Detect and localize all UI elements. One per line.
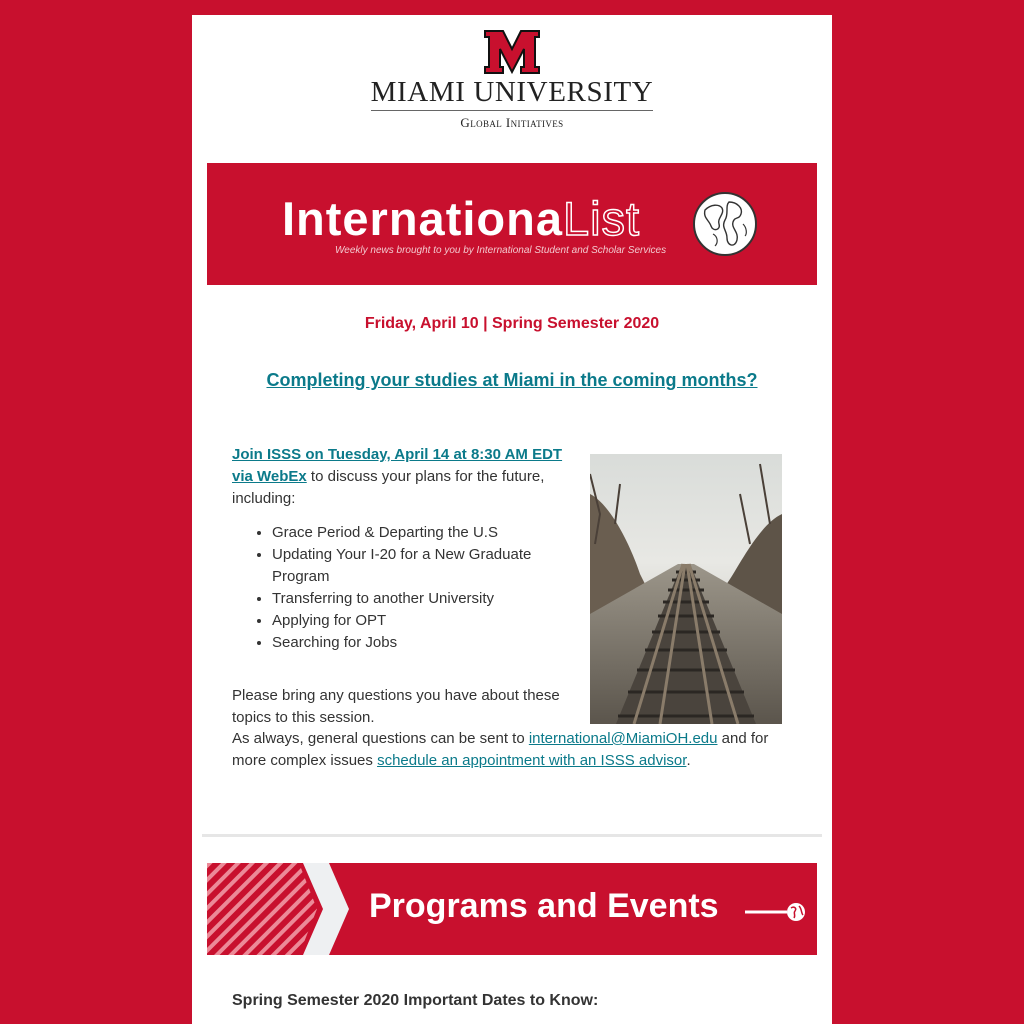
globe-pin-icon [745, 900, 809, 924]
closing-paragraph [232, 728, 792, 772]
article-headline [192, 370, 832, 391]
globe-icon [691, 190, 759, 258]
section-divider [202, 834, 822, 837]
issue-date: Friday, April 10 | Spring Semester 2020 [364, 315, 660, 332]
webex-session-link[interactable]: Join ISSS on Tuesday, April 14 at 8:30 AM EDT via WebEx [232, 446, 563, 485]
list-item: • Applying for OPT [272, 610, 584, 632]
closing-text-2: and for more complex issues [232, 730, 769, 769]
miami-logo[interactable] [192, 29, 832, 131]
closing-text-1: As always, general questions can be sent to [232, 730, 529, 747]
banner-title [282, 193, 640, 245]
banner-subtitle: Weekly news brought to you by International Student and Scholar Services [335, 245, 667, 256]
list-item: • Updating Your I-20 for a New Graduate Program [272, 544, 584, 588]
appointment-link[interactable]: schedule an appointment with an ISSS advisor [377, 752, 687, 769]
headline-link[interactable]: Completing your studies at Miami in the coming months? [266, 370, 758, 390]
list-item: • Searching for Jobs [272, 632, 584, 654]
article-body [232, 444, 584, 729]
railroad-tracks-photo [590, 454, 782, 724]
programs-events-banner[interactable] [207, 863, 817, 955]
lead-paragraph [232, 444, 584, 510]
division-name: Global Initiatives [460, 115, 564, 130]
email-body [192, 15, 832, 1024]
miami-m-logo-icon [483, 29, 541, 75]
email-link[interactable]: international@MiamiOH.edu [528, 730, 718, 747]
university-name: MIAMI UNIVERSITY [370, 76, 654, 108]
banner-title-part2: List [562, 192, 641, 245]
programs-banner-title: Programs and Events [369, 887, 719, 925]
topics-list [232, 522, 584, 654]
list-item: • Grace Period & Departing the U.S [272, 522, 584, 544]
important-dates-heading: Spring Semester 2020 Important Dates to Know: [232, 992, 599, 1009]
list-item: • Transferring to another University [272, 588, 584, 610]
banner-title-part1: Internationa [282, 192, 563, 245]
logo-rule [371, 110, 653, 111]
closing-text-3: . [686, 752, 691, 769]
striped-chevron-decoration [207, 863, 357, 955]
questions-paragraph: Please bring any questions you have about these topics to this session. [232, 687, 560, 726]
lead-text: to discuss your plans for the future, including: [232, 468, 545, 507]
internationalist-banner[interactable] [207, 163, 817, 285]
